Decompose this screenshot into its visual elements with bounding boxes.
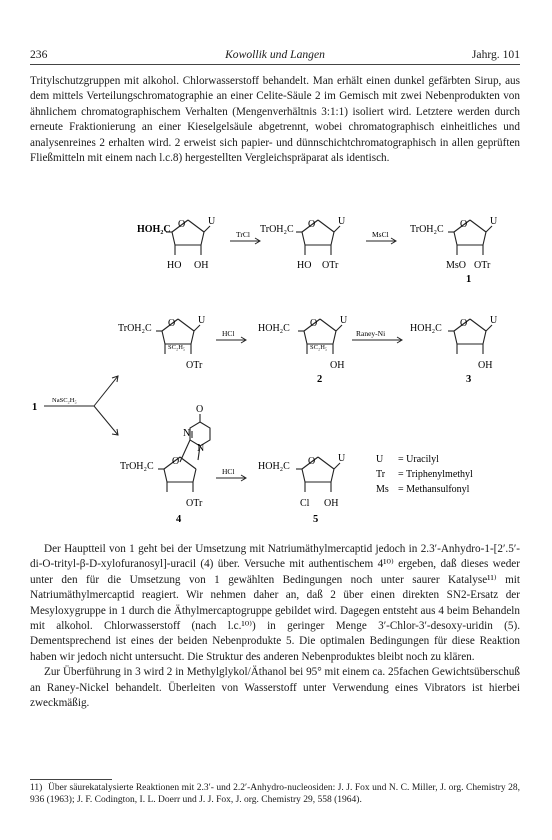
substituent-3: OTr xyxy=(186,360,203,371)
substituent-2: SC₂H₅ xyxy=(168,344,186,351)
carbonyl-oxygen: O xyxy=(196,404,204,415)
body-paragraph: Zur Überführung in 3 wird 2 in Methylglykol/Äthanol bei 95° mit einem ca. 25fachen Gewichtsüberschuß an Raney-Nickel behandelt. Überleiten von Wasserstoff unter Verwendung eines Vibrators ist hierbei zweckmäßig. xyxy=(30,666,520,710)
substituent-3: OTr xyxy=(186,498,203,509)
compound-label: 5 xyxy=(313,514,319,525)
substituent-5: TrOH₂C xyxy=(118,323,152,334)
page-header xyxy=(30,48,520,62)
ring-oxygen: O xyxy=(308,219,316,230)
substituent-5: HOH₂C xyxy=(258,323,290,334)
branch-arrow-up xyxy=(94,376,118,406)
substituent-2: HO xyxy=(167,260,182,271)
substituent-5: HOH₂C xyxy=(137,224,171,235)
substituent-5: TrOH₂C xyxy=(410,224,444,235)
ring-oxygen: O xyxy=(460,219,468,230)
legend-meaning: = Triphenylmethyl xyxy=(398,469,473,480)
uracil-base: U xyxy=(208,216,216,227)
legend-abbr: Ms xyxy=(376,484,389,495)
substituent-2: HO xyxy=(297,260,312,271)
reagent-label: HCl xyxy=(222,467,235,476)
reagent-label: NaSC₂H₅ xyxy=(52,397,77,404)
reagent-label: Raney-Ni xyxy=(356,329,386,338)
compound-label: 4 xyxy=(176,514,182,525)
substituent-5: HOH₂C xyxy=(410,323,442,334)
uracil-base: U xyxy=(338,453,346,464)
uracil-base: U xyxy=(490,315,498,326)
legend-abbr: Tr xyxy=(376,469,386,480)
substituent-5: TrOH₂C xyxy=(120,461,154,472)
ring-oxygen: O xyxy=(168,318,176,329)
uracil-base: U xyxy=(340,315,348,326)
intro-text xyxy=(30,74,520,166)
branch-arrow-down xyxy=(94,406,118,435)
page-number: 236 xyxy=(30,48,48,61)
compound-label: 3 xyxy=(466,374,472,385)
intro-paragraph: Tritylschutzgruppen mit alkohol. Chlorwasserstoff behandelt. Man erhält einen dunkel gefärbten Sirup, aus dem mittels Verteilungschromatographie an einer Celite-Säule 2 im Gemisch mit zwei Nebenprodukten von ähnlichem chromatographischem Verhalten (Mengenverhältnis 3:1:1) isoliert wird. Letztere werden durch erneute Fraktionierung an einer Kieselgelsäule abgetrennt, wobei chromatographisch einheitliches und analysenreines 2 erhalten wird. 2 erweist sich papier- und dünnschichtchromatographisch in allen geprüften Fließmitteln mit einem nach l.c.8) hergestellten Vergleichspräparat als identisch. xyxy=(30,75,520,165)
compound-label: 2 xyxy=(317,374,323,385)
substituent-2: Cl xyxy=(300,498,310,509)
nitrogen-atom: N xyxy=(197,443,205,454)
main-text xyxy=(30,542,520,711)
header-rule xyxy=(30,64,520,65)
ring-oxygen: O xyxy=(178,219,186,230)
compound-label: 1 xyxy=(466,274,472,285)
legend-abbr: U xyxy=(376,454,384,465)
reagent-label: TrCl xyxy=(236,230,250,239)
uracil-base: U xyxy=(490,216,498,227)
ring-oxygen: O xyxy=(308,456,316,467)
substituent-3: OTr xyxy=(322,260,339,271)
running-title: Kowollik und Langen xyxy=(225,48,325,61)
ring-oxygen: O xyxy=(172,456,180,467)
substituent-5: TrOH₂C xyxy=(260,224,294,235)
substituent-3: OH xyxy=(194,260,209,271)
reagent-label: MsCl xyxy=(372,230,389,239)
substituent-3: OH xyxy=(478,360,493,371)
reaction-scheme xyxy=(0,200,552,530)
substituent-3: OH xyxy=(330,360,345,371)
uracil-base: U xyxy=(338,216,346,227)
legend-meaning: = Uracilyl xyxy=(398,454,439,465)
substituent-3: OH xyxy=(324,498,339,509)
footnote-rule xyxy=(30,779,112,780)
substituent-5: HOH₂C xyxy=(258,461,290,472)
ring-oxygen: O xyxy=(460,318,468,329)
journal-year: Jahrg. 101 xyxy=(471,48,520,61)
legend-meaning: = Methansulfonyl xyxy=(398,484,470,495)
compound-label: 1 xyxy=(32,402,38,413)
reagent-label: HCl xyxy=(222,329,235,338)
uracil-base: U xyxy=(198,315,206,326)
nitrogen-atom: N xyxy=(183,428,191,439)
substituent-2: MsO xyxy=(446,260,467,271)
ring-oxygen: O xyxy=(310,318,318,329)
footnote-number: 11) xyxy=(30,783,43,793)
substituent-2: SC₂H₅ xyxy=(310,344,328,351)
body-paragraph: Der Hauptteil von 1 geht bei der Umsetzung mit Natriumäthylmercaptid jedoch in 2.3′-Anhydro-1-[2′.5′-di-O-trityl-β-D-xylofuranosyl]-uracil (4) über. Versuche mit authentischem 4¹⁰⁾ ergeben, daß dieses weder unter den für die Umsetzung von 1 gewählten Bedingungen noch unter saurer Katalyse¹¹⁾ mit Natriumäthylmercaptid reagiert. Wir nehmen daher an, daß 2 über einen direkten SN2-Ersatz der Mesyloxygruppe in 1 durch die Äthylmercaptogruppe gebildet wird. Dagegen entsteht aus 4 beim Behandeln mit alkohol. Chlorwasserstoff (nach l.c.¹⁰⁾) in geringer Menge 3′-Chlor-3′-desoxy-uridin (5). Dementsprechend ist eines der beiden Nebenprodukte 5. Die optimalen Bedingungen für diese Reaktion haben wir jedoch nicht untersucht. Die Struktur des anderen Nebenproduktes bleibt noch zu klären. xyxy=(30,543,520,663)
footnote xyxy=(30,782,520,806)
substituent-3: OTr xyxy=(474,260,491,271)
footnote-text: Über säurekatalysierte Reaktionen mit 2.3′- und 2.2′-Anhydro-nucleosiden: J. J. Fox und N. C. Miller, J. org. Chemistry 28, 936 (1963); J. F. Codington, I. L. Doerr und J. J. Fox, J. org. Chemistry 29, 558 (1964). xyxy=(30,783,520,805)
abbreviation-legend xyxy=(376,454,473,495)
